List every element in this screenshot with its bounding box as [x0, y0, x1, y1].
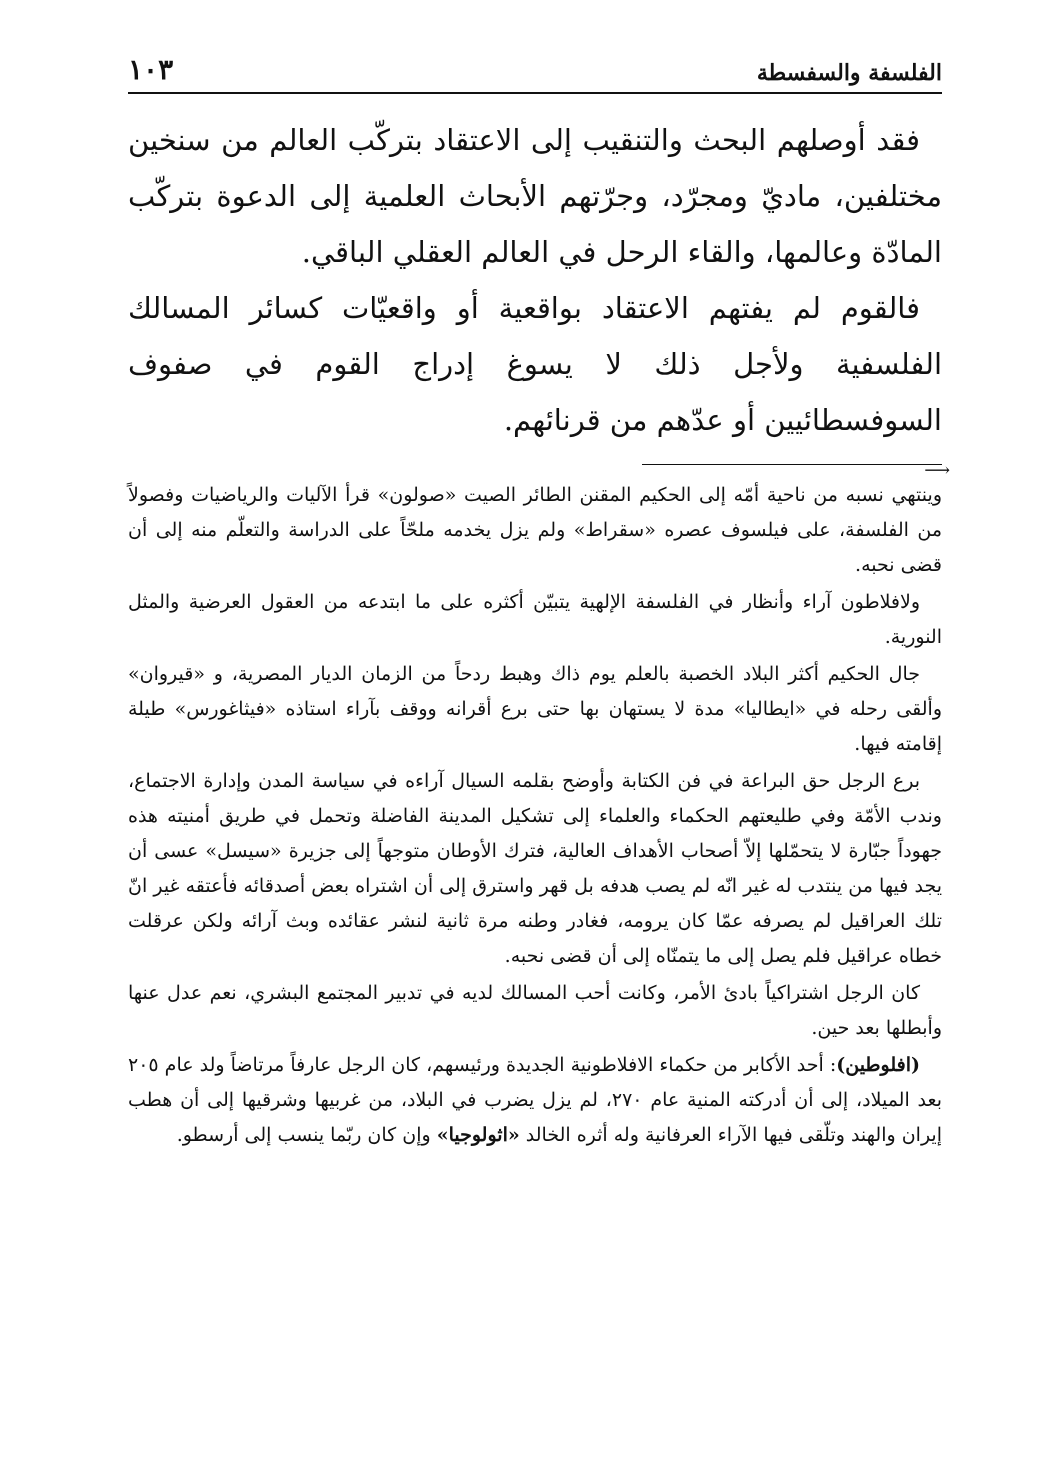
footnote-paragraph-2: ولافلاطون آراء وأنظار في الفلسفة الإلهية يتبيّن أكثره على ما ابتدعه من العقول العرضية والمثل النورية.: [128, 591, 942, 648]
footnote-divider: [128, 454, 950, 481]
running-title: الفلسفة والسفسطة: [756, 60, 942, 86]
footnote-paragraph-6-end: وإن كان ربّما ينسب إلى أرسطو.: [176, 1124, 437, 1146]
main-text: [128, 112, 942, 448]
footnote-paragraph-6-text: : أحد الأكابر من حكماء الافلاطونية الجديدة ورئيسهم، كان الرجل عارفاً مرتاضاً ولد عام ٢٠٥ بعد الميلاد، إلى أن أدركته المنية عام ٢٧٠، لم يزل يضرب في البلاد، من غربيها وشرقيها إلى أن هطب إيران والهند وتلّقى فيها الآراء العرفانية وله أثره الخالد: [128, 1054, 942, 1146]
footnote-rule: [642, 464, 942, 465]
footnotes: [128, 478, 942, 1153]
footnote-paragraph-6: [128, 1048, 942, 1153]
page-number: ١٠٣: [128, 53, 174, 86]
theology-title: «اثولوجيا»: [436, 1124, 520, 1146]
plotinus-term: (افلوطين): [836, 1054, 920, 1076]
footnote-paragraph-5: كان الرجل اشتراكياً بادئ الأمر، وكانت أحب المسالك لديه في تدبير المجتمع البشري، نعم عدل عنها وأبطلها بعد حين.: [128, 982, 942, 1039]
main-paragraph-1: فقد أوصلهم البحث والتنقيب إلى الاعتقاد بتركّب العالم من سنخين مختلفين، ماديّ ومجرّد، وجرّتهم الأبحاث العلمية إلى الدعوة بتركّب المادّة وعالمها، والقاء الرحل في العالم العقلي الباقي.: [128, 123, 942, 269]
footnote-paragraph-4: برع الرجل حق البراعة في فن الكتابة وأوضح بقلمه السيال آراءه في سياسة المدن وإدارة الاجتماع، وندب الأمّة وفي طليعتهم الحكماء والعلماء إلى تشكيل المدينة الفاضلة وتحمل في طريق أمنيته هذه جهوداً جبّارة لا يتحمّلها إلاّ أصحاب الأهداف العالية، فترك الأوطان متوجهاً إلى جزيرة «سيسل» عسى أن يجد فيها من ينتدب له غير انّه لم يصب هدفه بل قهر واسترق إلى أن اشتراه بعض أصدقائه فأعتقه غير انّ تلك العراقيل لم يصرفه عمّا كان يرومه، فغادر وطنه مرة ثانية لنشر عقائده وبث آرائه ولكن عرقلت خطاه عراقيل فلم يصل إلى ما يتمنّاه إلى أن قضى نحبه.: [128, 770, 942, 967]
footnote-paragraph-1: وينتهي نسبه من ناحية أمّه إلى الحكيم المقنن الطائر الصيت «صولون» قرأ الآليات والرياضيات وفصولاً من الفلسفة، على فيلسوف عصره «سقراط» ولم يزل يخدمه ملحّاً على الدراسة والتعلّم منه إلى أن قضى نحبه.: [128, 484, 942, 576]
continuation-arrow-icon: ⟶: [924, 460, 950, 481]
footnote-paragraph-3: جال الحكيم أكثر البلاد الخصبة بالعلم يوم ذاك وهبط ردحاً من الزمان الديار المصرية، و «قيروان» وألقى رحله في «ايطاليا» مدة لا يستهان بها حتى برع أقرانه ووقف بآراء استاذه «فيثاغورس» طيلة إقامته فيها.: [128, 663, 942, 755]
main-paragraph-2: فالقوم لم يفتهم الاعتقاد بواقعية أو واقعيّات كسائر المسالك الفلسفية ولأجل ذلك لا يسوغ إدراج القوم في صفوف السوفسطائيين أو عدّهم من قرنائهم.: [128, 291, 942, 437]
running-header: [128, 42, 942, 94]
